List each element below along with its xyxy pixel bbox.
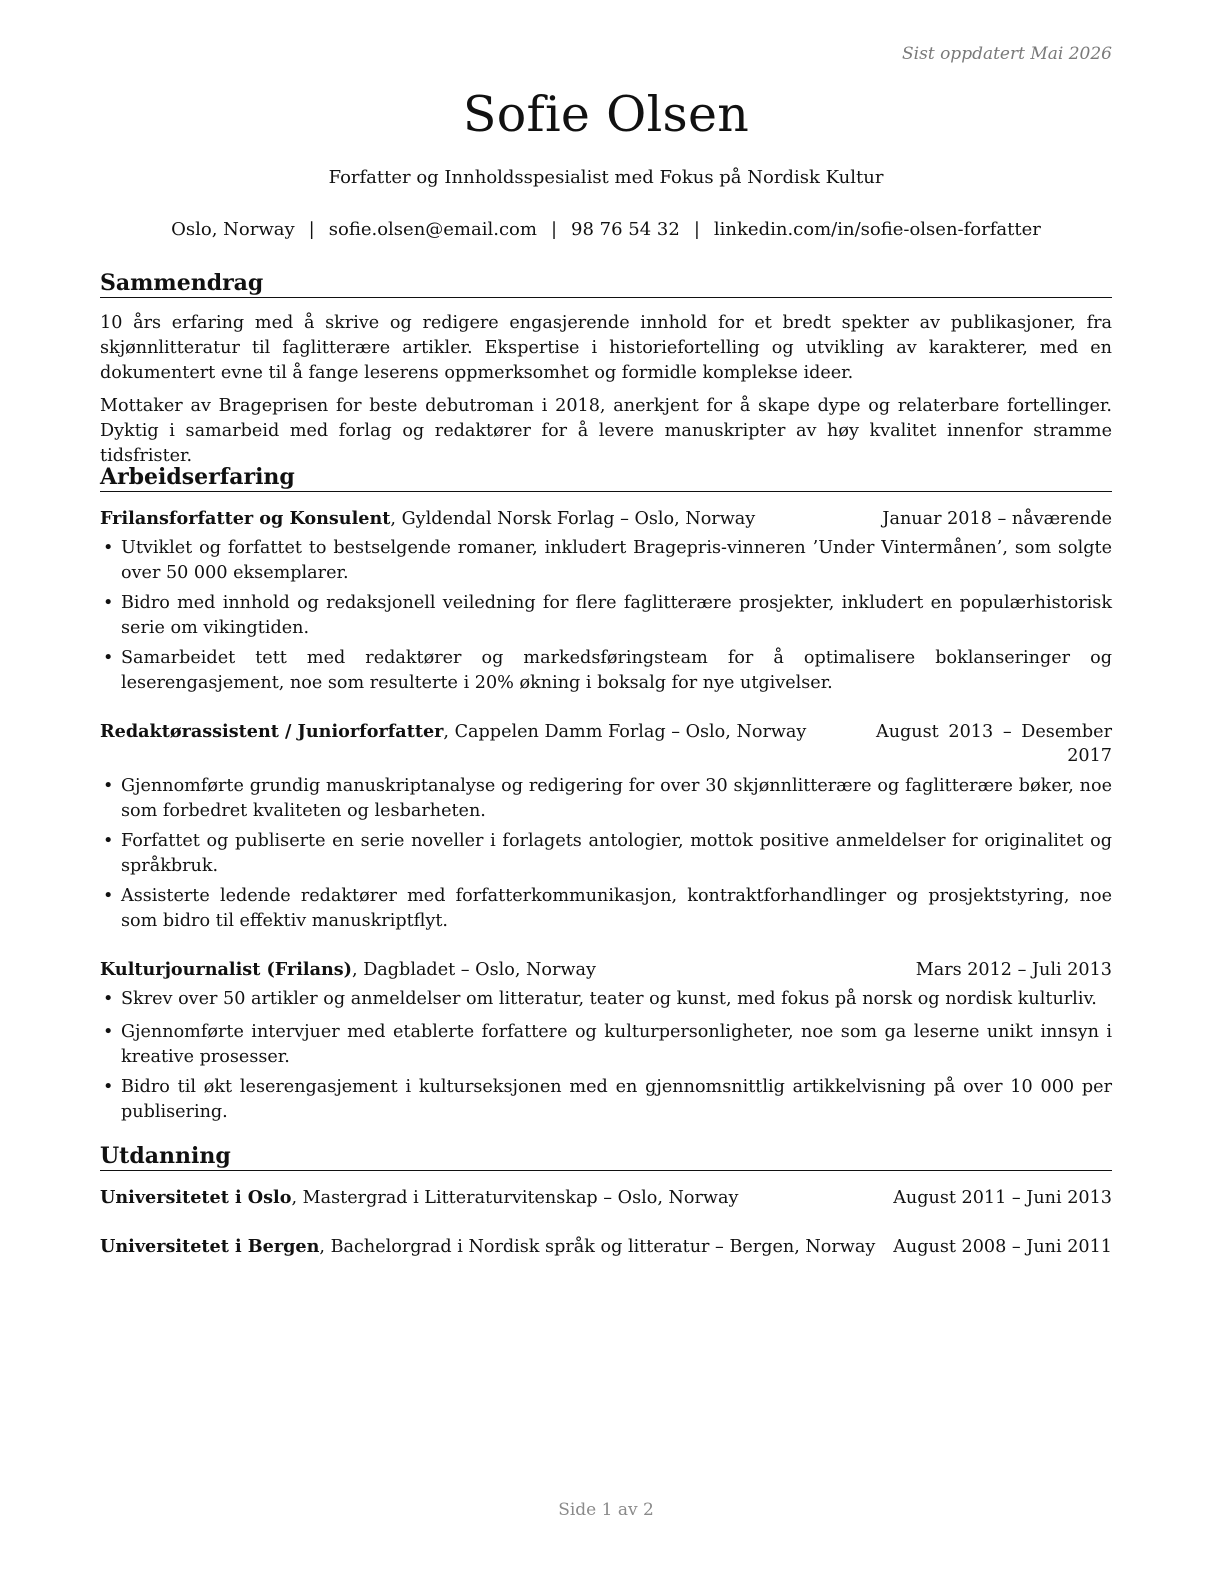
job-role: Kulturjournalist (Frilans): [100, 959, 353, 980]
bullet-item: • Assisterte ledende redaktører med forfatterkommunikasjon, kontraktforhandlinger og prosjektstyring, noe som bidro til effektiv manuskriptflyt.: [103, 886, 1112, 931]
bullet-item: • Utviklet og forfattet to bestselgende romaner, inkludert Bragepris-vinneren ’Under Vintermånen’, som solgte over 50 000 eksemplarer.: [103, 538, 1112, 583]
contact-email[interactable]: sofie.olsen@email.com: [328, 219, 537, 240]
job-dates: August 2013 – Desember 2017: [876, 722, 1112, 766]
education-dates: August 2008 – Juni 2011: [893, 1237, 1112, 1257]
job-role: Frilansforfatter og Konsulent: [100, 508, 391, 529]
bullet-item: • Skrev over 50 artikler og anmeldelser om litteratur, teater og kunst, med fokus på norsk og nordisk kulturliv.: [103, 989, 1097, 1009]
headline: Forfatter og Innholdsspesialist med Fokus på Nordisk Kultur: [328, 167, 884, 188]
job-entry: [100, 507, 1112, 696]
bullet-item: • Forfattet og publiserte en serie noveller i forlagets antologier, mottok positive anmeldelser for originalitet og språkbruk.: [103, 831, 1112, 876]
education-degree: , Mastergrad i Litteraturvitenskap – Oslo, Norway: [291, 1188, 739, 1208]
education-entry: [100, 1235, 1112, 1259]
job-role: Redaktørassistent / Juniorforfatter: [100, 721, 444, 742]
education-entry: [100, 1186, 1112, 1210]
bullet-item: • Gjennomførte intervjuer med etablerte forfattere og kulturpersonligheter, noe som ga leserne unikt innsyn i kreative prosesser.: [103, 1022, 1112, 1067]
contact-separator: |: [550, 219, 558, 240]
job-header: [100, 507, 1112, 531]
job-header: [100, 958, 1112, 982]
contact-linkedin[interactable]: linkedin.com/in/sofie-olsen-forfatter: [713, 219, 1041, 240]
contact-location: Oslo, Norway: [171, 219, 295, 240]
section-title-experience: Arbeidserfaring: [100, 464, 1112, 492]
job-dates: Januar 2018 – nåværende: [882, 509, 1112, 529]
job-org: , Dagbladet – Oslo, Norway: [352, 960, 596, 980]
bullet-item: • Bidro til økt leserengasjement i kulturseksjonen med en gjennomsnittlig artikkelvisning på over 10 000 per publisering.: [103, 1077, 1112, 1122]
contact-separator: |: [308, 219, 315, 240]
education-section: [100, 1143, 1112, 1259]
contact-phone: 98 76 54 32: [571, 219, 680, 240]
summary-section: [100, 270, 1112, 469]
job-bullets: [100, 536, 1112, 696]
experience-section: [100, 464, 1112, 1125]
section-title-education: Utdanning: [100, 1143, 1112, 1171]
last-updated: Sist oppdatert Mai 2026: [902, 44, 1112, 64]
resume-page: [100, 0, 1112, 1584]
contact-line: [100, 219, 1112, 240]
job-bullets: [100, 987, 1112, 1125]
contact-separator: |: [693, 219, 700, 240]
person-name: Sofie Olsen: [462, 86, 750, 143]
education-dates: August 2011 – Juni 2013: [893, 1188, 1112, 1208]
education-degree: , Bachelorgrad i Nordisk språk og litteratur – Bergen, Norway: [319, 1237, 876, 1257]
job-header: [100, 720, 1112, 768]
bullet-item: • Samarbeidet tett med redaktører og markedsføringsteam for å optimalisere boklanseringer og leserengasjement, noe som resulterte i 20% økning i boksalg for nye utgivelser.: [103, 648, 1112, 693]
job-org: , Gyldendal Norsk Forlag – Oslo, Norway: [390, 509, 756, 529]
summary-paragraph: 10 års erfaring med å skrive og redigere engasjerende innhold for et bredt spekter av publikasjoner, fra skjønnlitteratur til faglitterære artikler. Ekspertise i historiefortelling og utvikling av karakterer, med en dokumentert evne til å fange leserens oppmerksomhet og formidle komplekse ideer.: [100, 313, 1112, 383]
job-entry: [100, 720, 1112, 934]
summary-paragraph: Mottaker av Brageprisen for beste debutroman i 2018, anerkjent for å skape dype og relaterbare fortellinger. Dyktig i samarbeid med forlag og redaktører for å levere manuskripter av høy kvalitet innenfor stramme tidsfrister.: [100, 396, 1112, 466]
job-bullets: [100, 774, 1112, 934]
job-org: , Cappelen Damm Forlag – Oslo, Norway: [443, 722, 807, 742]
job-entry: [100, 958, 1112, 1125]
job-dates: Mars 2012 – Juli 2013: [915, 960, 1112, 980]
page-number: Side 1 av 2: [558, 1500, 654, 1520]
education-school: Universitetet i Bergen: [100, 1236, 320, 1257]
section-title-summary: Sammendrag: [100, 270, 1112, 298]
bullet-item: • Gjennomførte grundig manuskriptanalyse og redigering for over 30 skjønnlitterære og faglitterære bøker, noe som forbedret kvaliteten og lesbarheten.: [103, 776, 1112, 821]
bullet-item: • Bidro med innhold og redaksjonell veiledning for flere faglitterære prosjekter, inkludert en populærhistorisk serie om vikingtiden.: [103, 593, 1112, 638]
education-school: Universitetet i Oslo: [100, 1187, 292, 1208]
